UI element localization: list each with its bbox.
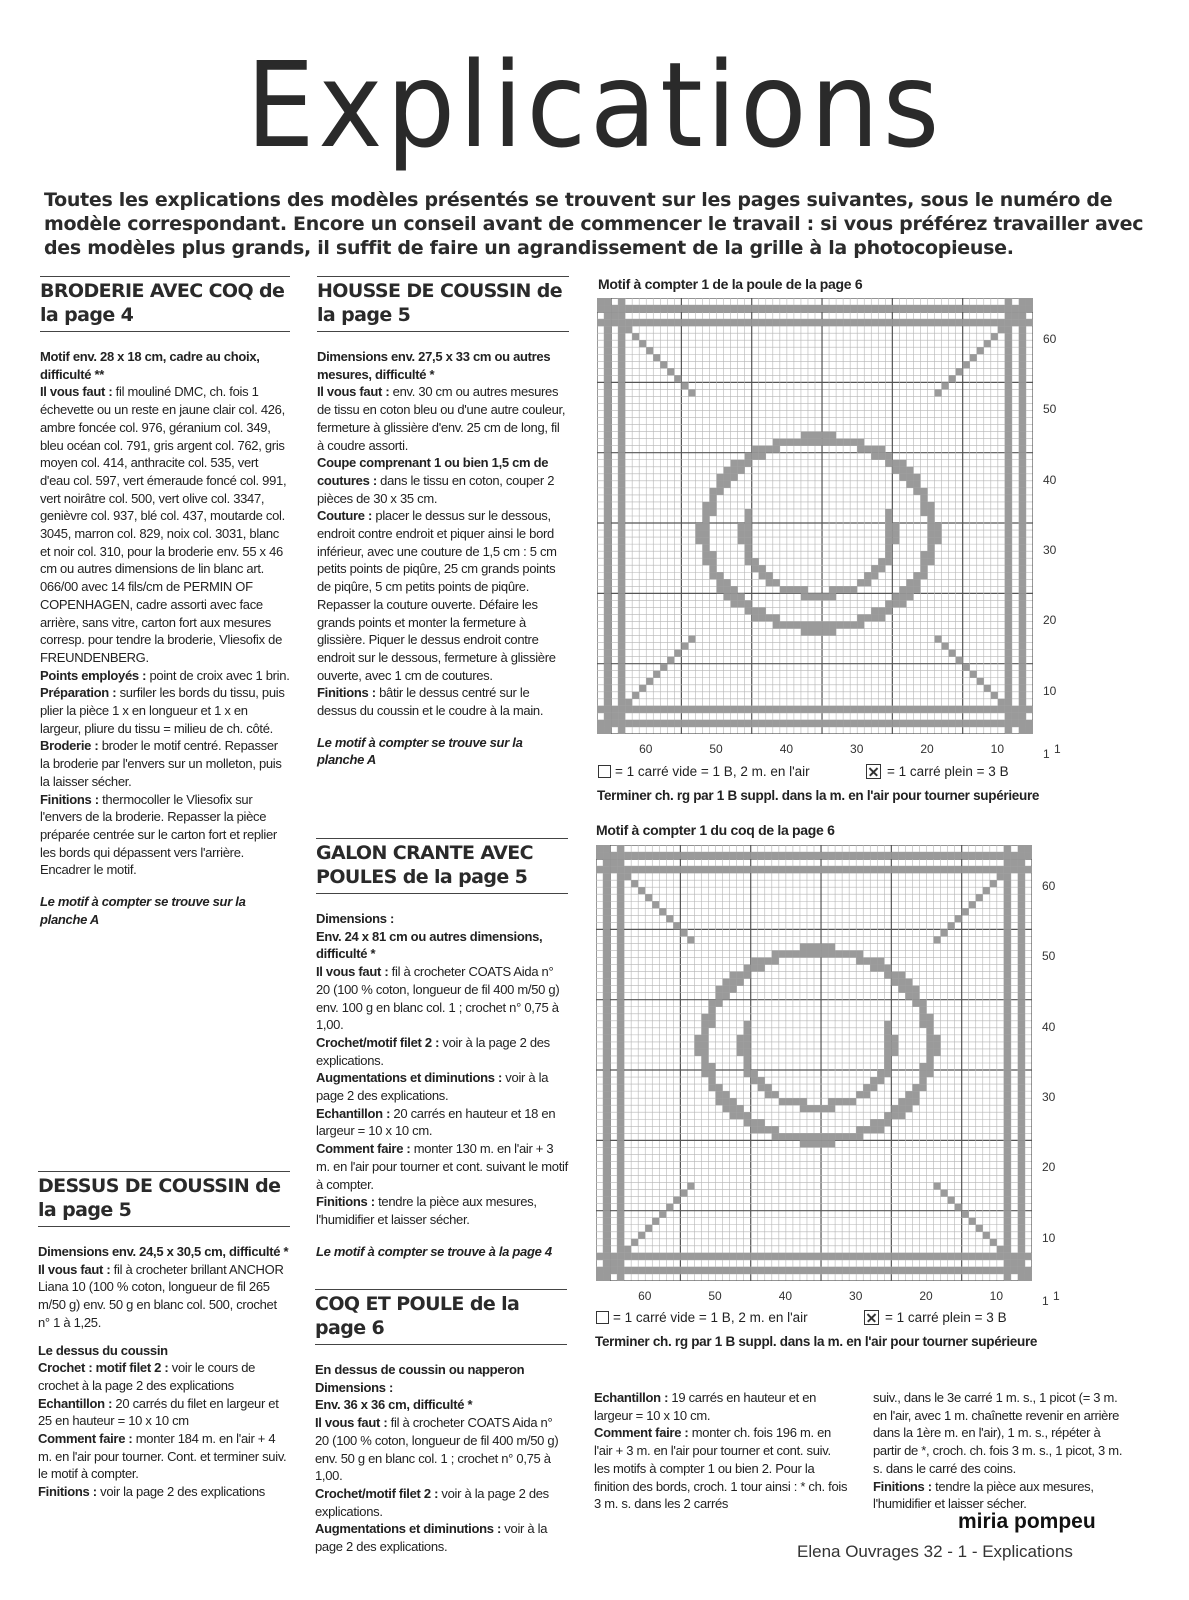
chart2-grid: [596, 845, 1032, 1281]
chart2-terminer: Terminer ch. rg par 1 B suppl. dans la m. en l'air pour tourner supérieure: [595, 1334, 1038, 1349]
heading-broderie: BRODERIE AVEC COQ de la page 4: [40, 276, 290, 332]
label: Couture :: [317, 508, 373, 524]
label: Préparation :: [40, 685, 117, 701]
text: fil à crocheter brillant ANCHOR Liana 10 (100 % coton, longueur de fil 265 m/50 g) env. 50 g en blanc col. 500, crochet n° 1 à 1,25.: [38, 1261, 284, 1330]
label: Finitions :: [316, 1194, 375, 1210]
label: Env. 36 x 36 cm, difficulté *: [315, 1397, 473, 1413]
label: Dimensions :: [315, 1379, 394, 1395]
x-tick-label: 1: [1052, 1289, 1060, 1303]
label: Crochet : motif filet 2 :: [38, 1360, 169, 1376]
cross-square-icon: [866, 764, 881, 779]
text: voir la page 2 des explications: [96, 1484, 265, 1500]
x-tick-label: 50: [708, 1289, 722, 1303]
housse-dimensions: Dimensions env. 27,5 x 33 cm ou autres mesures, difficulté *: [317, 349, 551, 382]
text: suiv., dans le 3e carré 1 m. s., 1 picot (= 3 m. en l'air, avec 1 m. chaînette revenir en arrière dans la 1ère m. en l'air), 1 m. s., répéter à partir de *, croch. ch. fois 3 m. s., 1 picot, 3 m. s. dans le carré des coins.: [873, 1390, 1123, 1476]
galon-note: Le motif à compter se trouve à la page 4: [316, 1243, 552, 1259]
legend-text: = 1 carré plein = 3 B: [887, 764, 1009, 779]
legend-text: = 1 carré plein = 3 B: [885, 1310, 1007, 1325]
x-tick-label: 60: [639, 742, 653, 756]
text: voir le cours de crochet à la page 2 des explications: [38, 1360, 256, 1393]
y-tick-label: 1: [1043, 746, 1050, 761]
label: Augmentations et diminutions :: [316, 1070, 502, 1086]
dessus-dimensions: Dimensions env. 24,5 x 30,5 cm, difficulté *: [38, 1244, 289, 1259]
text: placer le dessus sur le dessous, endroit contre endroit et piquer ainsi le bord inférieur, avec une couture de 1,5 cm : 5 cm petits points de piqûre, 25 cm grands points de piqûre, 5 cm petits points de piqûre. Repasser la couture ouverte. Défaire les grands points et monter la fermeture à glissière. Piquer le dessus endroit contre endroit sur le dessous, fermeture à glissière ouverte, avec 1 cm de coutures.: [317, 508, 557, 683]
y-tick-label: 1: [1042, 1293, 1049, 1308]
text: fil mouliné DMC, ch. fois 1 échevette ou un reste en jaune clair col. 426, ambre foncée col. 976, géranium col. 349, bleu océan col. 791, gris argent col. 762, gris moyen col. 414, anthracite col. 535, vert d'eau col. 597, vert émeraude foncé col. 991, vert noirâtre col. 500, vert olive col. 3347, genièvre col. 937, blé col. 437, moutarde col. 3045, marron col. 829, noix col. 3031, blanc et noir col. 310, pour la broderie env. 55 x 46 cm ou autres dimensions de lin blanc art. 066/00 avec 14 fils/cm de PERMIN OF COPENHAGEN, cadre assorti avec face arrière, sans vitre, carton fort aux mesures corresp. pour tendre la broderie, Vliesofix de FREUNDENBERG.: [40, 384, 287, 665]
label: Comment faire :: [594, 1425, 689, 1441]
label: Il vous faut :: [317, 384, 390, 400]
label: Echantillon :: [38, 1395, 113, 1411]
x-tick-label: 10: [989, 1289, 1004, 1303]
text: 19 carrés en hauteur et en largeur = 10 x 10 cm.: [594, 1390, 817, 1423]
column-housse: [317, 276, 569, 769]
y-tick-label: 40: [1043, 472, 1057, 487]
chart1-terminer: Terminer ch. rg par 1 B suppl. dans la m. en l'air pour tourner supérieure: [597, 788, 1040, 803]
chart1-legend-full: [866, 764, 1009, 779]
chart1-grid: [597, 298, 1033, 734]
page-footer: Elena Ouvrages 32 - 1 - Explications: [797, 1542, 1073, 1561]
y-tick-label: 60: [1043, 332, 1057, 347]
label: Points employés :: [40, 667, 147, 683]
label: Broderie :: [40, 738, 99, 754]
text: monter 184 m. en l'air + 4 m. en l'air pour tourner. Cont. et terminer suiv. le motif à compter.: [38, 1431, 287, 1482]
x-tick-label: 50: [709, 742, 723, 756]
empty-square-icon: [598, 765, 611, 778]
column-bottom-left: [594, 1389, 848, 1513]
label: Il vous faut :: [40, 384, 113, 400]
heading-coq: COQ ET POULE de la page 6: [315, 1289, 567, 1345]
text: monter ch. fois 196 m. en l'air + 3 m. en l'air pour tourner et cont. suiv. les motifs à compter 1 ou bien 2. Pour la finition des bords, croch. 1 tour ainsi : * ch. fois 3 m. s. dans les 2 carrés: [594, 1425, 848, 1512]
y-tick-label: 40: [1042, 1019, 1056, 1034]
y-tick-label: 20: [1043, 613, 1057, 628]
label: Il vous faut :: [316, 964, 389, 980]
x-tick-label: 40: [779, 742, 794, 756]
label: Echantillon :: [594, 1390, 669, 1405]
label: Augmentations et diminutions :: [315, 1521, 501, 1537]
y-tick-label: 10: [1042, 1230, 1056, 1245]
y-tick-label: 50: [1042, 949, 1056, 964]
text: surfiler les bords du tissu, puis plier la pièce 1 x en longueur et 1 x en largeur, pliure du tissu = milieu de ch. côté.: [40, 685, 285, 736]
label: Il vous faut :: [315, 1415, 388, 1431]
x-tick-label: 30: [849, 1289, 863, 1303]
text: env. 30 cm ou autres mesures de tissu en coton bleu ou d'une autre couleur, fermeture à glissière d'env. 25 cm de long, fil à coudre assorti.: [317, 384, 566, 453]
label: Echantillon :: [316, 1105, 391, 1121]
label: Crochet/motif filet 2 :: [316, 1034, 440, 1050]
x-tick-label: 60: [638, 1289, 652, 1303]
text: voir à la page 2 des explications.: [315, 1485, 549, 1519]
heading-housse: HOUSSE DE COUSSIN de la page 5: [317, 276, 569, 332]
text: bâtir le dessus centré sur le dessus du coussin et le coudre à la main.: [317, 685, 544, 719]
x-tick-label: 20: [920, 742, 934, 756]
column-galon: [316, 838, 568, 1260]
text: dans le tissu en coton, couper 2 pièces de 30 x 35 cm.: [317, 472, 555, 506]
text: broder le motif centré. Repasser la broderie par l'envers sur un molleton, puis la laisser sécher.: [40, 738, 282, 789]
text: voir à la page 2 des explications.: [315, 1521, 548, 1555]
text: tendre la pièce aux mesures, l'humidifier et laisser sécher.: [873, 1478, 1094, 1512]
heading-dessus: DESSUS DE COUSSIN de la page 5: [38, 1171, 290, 1227]
label: Il vous faut :: [38, 1261, 111, 1277]
cross-square-icon: [864, 1310, 879, 1325]
intro-paragraph: Toutes les explications des modèles présentés se trouvent sur les pages suivantes, sous le numéro de modèle correspondant. Encore un conseil avant de commencer le travail : si vous préférez travailler avec des modèles plus grands, il suffit de faire un agrandissement de la grille à la photocopieuse.: [44, 189, 1144, 259]
chart1-caption: Motif à compter 1 de la poule de la page 6: [598, 276, 863, 292]
label: En dessus de coussin ou napperon: [315, 1362, 525, 1377]
x-tick-label: 20: [919, 1289, 933, 1303]
y-tick-label: 30: [1042, 1090, 1056, 1105]
heading-galon: GALON CRANTE AVEC POULES de la page 5: [316, 838, 568, 894]
dessus-sub: Le dessus du coussin: [38, 1342, 168, 1358]
y-tick-label: 30: [1043, 543, 1057, 558]
label: Finitions :: [38, 1484, 97, 1500]
column-coq: [315, 1289, 567, 1556]
text: fil à crocheter COATS Aida n° 20 (100 % coton, longueur de fil 400 m/50 g) env. 100 g en blanc col. 1 ; crochet n° 0,75 à 1,00.: [316, 964, 560, 1033]
text: monter 130 m. en l'air + 3 m. en l'air pour tourner et cont. suivant le motif à compter.: [316, 1141, 568, 1192]
signature: miria pompeu: [958, 1510, 1096, 1533]
label: Coupe comprenant 1 ou bien 1,5 cm de coutures :: [317, 455, 549, 488]
chart1-legend-empty: [598, 764, 810, 779]
legend-text: = 1 carré vide = 1 B, 2 m. en l'air: [615, 764, 810, 779]
text: tendre la pièce aux mesures, l'humidifier et laisser sécher.: [316, 1194, 537, 1227]
y-tick-label: 50: [1043, 402, 1057, 417]
label: Comment faire :: [316, 1141, 411, 1157]
housse-note: Le motif à compter se trouve sur la planche A: [317, 734, 523, 768]
empty-square-icon: [596, 1311, 609, 1324]
text: voir à la page 2 des explications.: [316, 1070, 549, 1104]
column-dessus: [38, 1171, 290, 1501]
x-tick-label: 40: [778, 1289, 793, 1303]
column-bottom-right: [873, 1389, 1125, 1513]
legend-text: = 1 carré vide = 1 B, 2 m. en l'air: [613, 1310, 808, 1325]
text: thermocoller le Vliesofix sur l'envers de la broderie. Repasser la pièce préparée centrée sur le carton fort et replier les bords qui dépassent vers l'arrière. Encadrer le motif.: [40, 791, 277, 878]
broderie-dimensions: Motif env. 28 x 18 cm, cadre au choix, difficulté **: [40, 349, 260, 382]
y-tick-label: 60: [1042, 879, 1056, 894]
chart2-caption: Motif à compter 1 du coq de la page 6: [596, 822, 835, 838]
page-title: Explications: [246, 36, 943, 174]
text: fil à crocheter COATS Aida n° 20 (100 % coton, longueur de fil 400 m/50 g) env. 50 g en blanc col. 1 ; crochet n° 0,75 à 1,00.: [315, 1415, 559, 1484]
label: Finitions :: [40, 791, 99, 807]
x-tick-label: 10: [990, 742, 1005, 756]
chart2-legend-full: [864, 1310, 1007, 1325]
y-tick-label: 10: [1043, 683, 1057, 698]
label: Dimensions :: [316, 911, 395, 926]
text: point de croix avec 1 brin.: [146, 667, 290, 683]
label: Finitions :: [317, 685, 376, 701]
label: Env. 24 x 81 cm ou autres dimensions, difficulté *: [316, 928, 543, 962]
x-tick-label: 30: [850, 742, 864, 756]
text: 20 carrés en hauteur et 18 en largeur = 10 x 10 cm.: [316, 1105, 556, 1139]
text: 20 carrés du filet en largeur et 25 en hauteur = 10 x 10 cm: [38, 1395, 279, 1429]
column-broderie: [40, 276, 290, 929]
chart2-legend-empty: [596, 1310, 808, 1325]
x-tick-label: 1: [1053, 742, 1061, 756]
y-tick-label: 20: [1042, 1160, 1056, 1175]
broderie-note: Le motif à compter se trouve sur la planche A: [40, 894, 246, 927]
label: Crochet/motif filet 2 :: [315, 1485, 439, 1501]
label: Finitions :: [873, 1478, 932, 1494]
text: voir à la page 2 des explications.: [316, 1034, 550, 1068]
label: Comment faire :: [38, 1431, 133, 1447]
